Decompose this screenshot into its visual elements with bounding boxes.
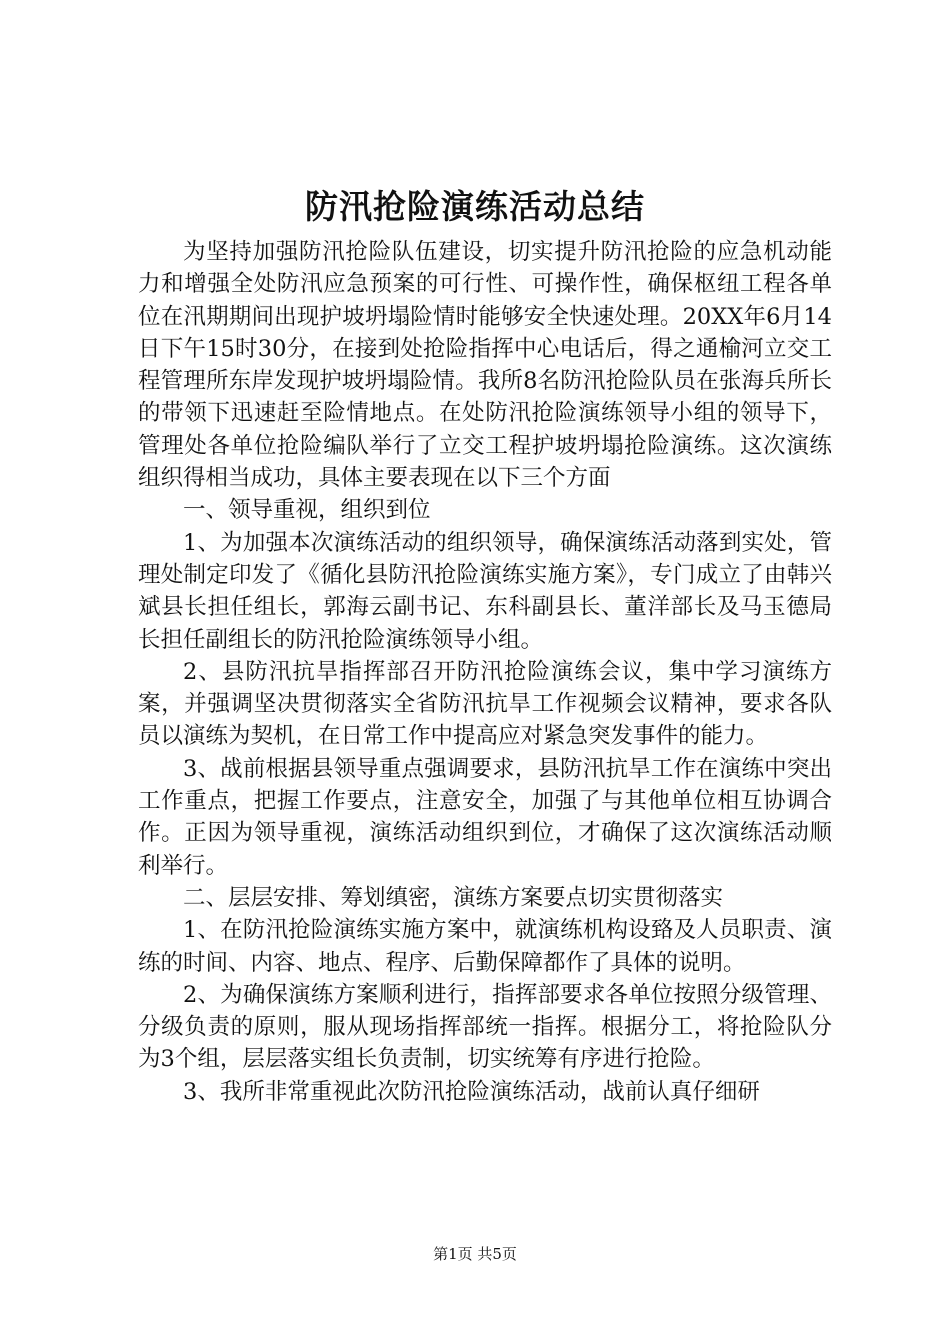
paragraph-1-2: 2、县防汛抗旱指挥部召开防汛抢险演练会议，集中学习演练方案，并强调坚决贯彻落实全省防汛抗旱工作视频会议精神，要求各队员以演练为契机，在日常工作中提高应对紧急突发事件的能力。 bbox=[138, 658, 832, 750]
page-footer: 第1页 共5页 bbox=[433, 1245, 517, 1263]
paragraph-1-1: 1、为加强本次演练活动的组织领导，确保演练活动落到实处，管理处制定印发了《循化县防汛抢险演练实施方案》，专门成立了由韩兴斌县长担任组长，郭海云副书记、东科副县长、董洋部长及马玉德局长担任副组长的防汛抢险演练领导小组。 bbox=[138, 529, 832, 653]
document-title: 防汛抢险演练活动总结 bbox=[305, 187, 645, 226]
section-heading-1: 一、领导重视，组织到位 bbox=[183, 497, 431, 524]
paragraph-2-3: 3、我所非常重视此次防汛抢险演练活动，战前认真仔细研 bbox=[183, 1078, 760, 1105]
paragraph-intro: 为坚持加强防汛抢险队伍建设，切实提升防汛抢险的应急机动能力和增强全处防汛应急预案的可行性、可操作性，确保枢纽工程各单位在汛期期间出现护坡坍塌险情时能够安全快速处理。20XX年6月14日下午15时30分，在接到处抢险指挥中心电话后，得之通榆河立交工程管理所东岸发现护坡坍塌险情。我所8名防汛抢险队员在张海兵所长的带领下迅速赶至险情地点。在处防汛抢险演练领导小组的领导下，管理处各单位抢险编队举行了立交工程护坡坍塌抢险演练。这次演练组织得相当成功，具体主要表现在以下三个方面 bbox=[138, 239, 832, 492]
section-heading-2: 二、层层安排、筹划缜密，演练方案要点切实贯彻落实 bbox=[183, 884, 724, 911]
paragraph-2-1: 1、在防汛抢险演练实施方案中，就演练机构设臵及人员职责、演练的时间、内容、地点、程序、后勤保障都作了具体的说明。 bbox=[138, 917, 832, 976]
document-body bbox=[138, 236, 832, 1108]
paragraph-2-2: 2、为确保演练方案顺利进行，指挥部要求各单位按照分级管理、分级负责的原则，服从现场指挥部统一指挥。根据分工，将抢险队分为3个组，层层落实组长负责制，切实统筹有序进行抢险。 bbox=[138, 981, 832, 1073]
paragraph-1-3: 3、战前根据县领导重点强调要求，县防汛抗旱工作在演练中突出工作重点，把握工作要点，注意安全，加强了与其他单位相互协调合作。正因为领导重视，演练活动组织到位，才确保了这次演练活动顺利举行。 bbox=[138, 755, 832, 879]
